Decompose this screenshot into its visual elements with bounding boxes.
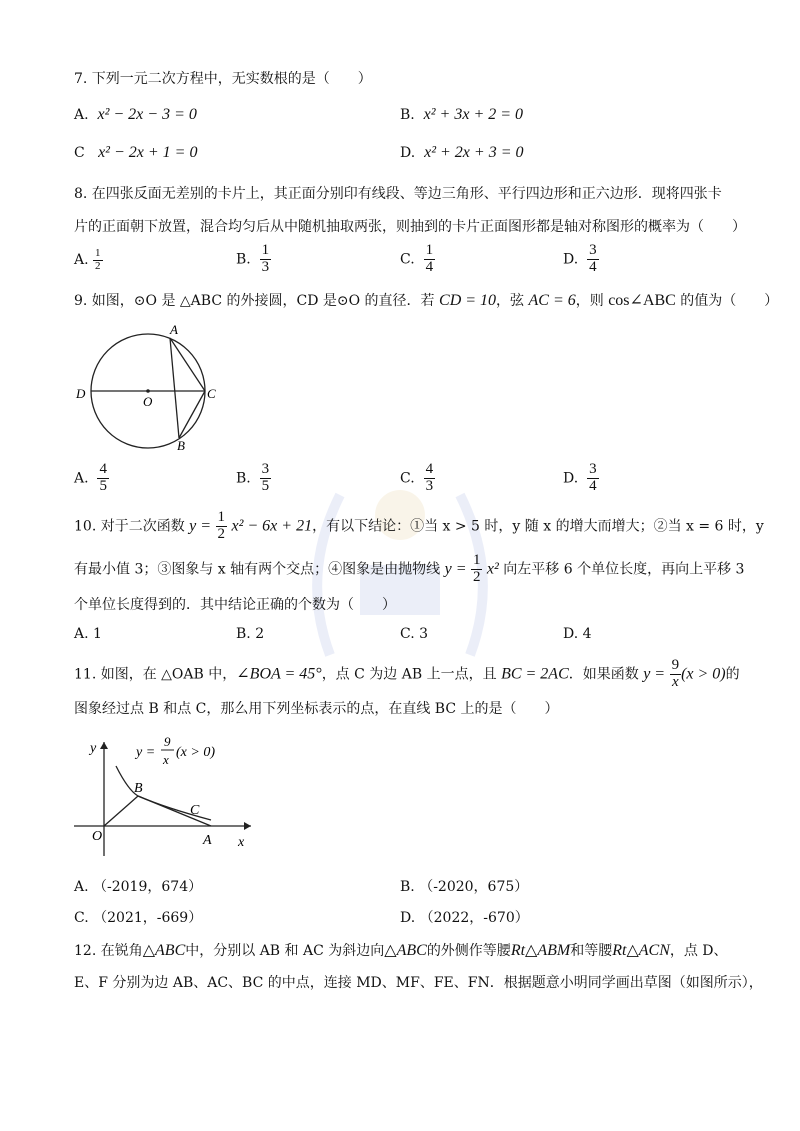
point-b-label: B: [134, 781, 143, 796]
q8-stem-line1: 8. 在四张反面无差别的卡片上，其正面分别印有线段、等边三角形、平行四边形和正六边形．现将四张卡: [74, 186, 722, 202]
q10-option-a: A. 1: [74, 626, 102, 642]
q11-stem-line1: 11. 如图，在 △OAB 中，∠BOA = 45°，点 C 为边 AB 上一点，且 BC = 2AC．如果函数 y = $\frac{9}{x}$ (x > 0)的: [74, 657, 740, 690]
graph-fn-cond: (x > 0): [176, 745, 215, 760]
point-o-label: O: [143, 394, 153, 409]
y-axis-label: y: [90, 741, 97, 756]
q10-option-c: C. 3: [400, 626, 429, 642]
q7-option-c: C x² − 2x + 1 = 0: [74, 144, 198, 161]
point-b-label: B: [177, 438, 185, 453]
q9-circle-figure: [70, 318, 230, 458]
graph-fn-num: 9: [164, 734, 171, 749]
point-c-label: C: [190, 803, 200, 818]
q9-option-a: A. $\frac{4}{5}$: [74, 461, 107, 494]
q7-option-b: B. x² + 3x + 2 = 0: [400, 106, 524, 123]
q7-option-d: D. x² + 2x + 3 = 0: [400, 144, 524, 161]
q10-option-d: D. 4: [563, 626, 592, 642]
q10-stem-line2: 有最小值 3；③图象与 x 轴有两个交点；④图象是由抛物线 y = $\frac{1}{2}$ x² 向左平移 6 个单位长度，再向上平移 3: [74, 552, 745, 585]
q11-option-a: A. （-2019，674）: [74, 879, 203, 895]
q8-option-a: A. $\frac{1}{2}$: [74, 247, 101, 272]
q8-option-c: C. $\frac{1}{4}$: [400, 242, 434, 275]
q11-graph-figure: [66, 728, 266, 858]
graph-fn-den: x: [163, 752, 169, 767]
q11-option-b: B. （-2020，675）: [400, 879, 529, 895]
point-d-label: D: [76, 386, 86, 401]
q10-stem-line1: 10. 对于二次函数 y = $\frac{1}{2}$ x² − 6x + 21，有以下结论：①当 x > 5 时，y 随 x 的增大而增大；②当 x = 6 时，y: [74, 509, 764, 542]
q11-option-d: D. （2022，-670）: [400, 910, 529, 926]
origin-label: O: [92, 829, 103, 844]
x-axis-label: x: [238, 835, 245, 850]
q11-stem-line2: 图象经过点 B 和点 C，那么用下列坐标表示的点，在直线 BC 上的是（ ）: [74, 701, 559, 717]
q12-stem-line1: 12. 在锐角△ABC中，分别以 AB 和 AC 为斜边向△ABC的外侧作等腰Rt△ABM和等腰Rt△ACN，点 D、: [74, 942, 728, 959]
q10-stem-line3: 个单位长度得到的．其中结论正确的个数为（ ）: [74, 597, 396, 613]
q10-option-b: B. 2: [236, 626, 265, 642]
q9-option-c: C. $\frac{4}{3}$: [400, 461, 434, 494]
point-a-label: A: [170, 322, 178, 337]
graph-fn-label: y =: [136, 745, 156, 760]
point-c-label: C: [207, 386, 216, 401]
q9-option-b: B. $\frac{3}{5}$: [236, 461, 270, 494]
q7-option-a: A. x² − 2x − 3 = 0: [74, 106, 197, 123]
q8-stem-line2: 片的正面朝下放置，混合均匀后从中随机抽取两张，则抽到的卡片正面图形都是轴对称图形的概率为（ ）: [74, 219, 746, 235]
q11-option-c: C. （2021，-669）: [74, 910, 203, 926]
q7-stem: 7. 下列一元二次方程中，无实数根的是（ ）: [74, 71, 372, 87]
q8-option-b: B. $\frac{1}{3}$: [236, 242, 270, 275]
q9-stem: 9. 如图，⊙O 是 △ABC 的外接圆，CD 是⊙O 的直径．若 CD = 10，弦 AC = 6，则 cos∠ABC 的值为（ ）: [74, 292, 779, 309]
q12-stem-line2: E、F 分别为边 AB、AC、BC 的中点，连接 MD、MF、FE、FN．根据题意小明同学画出草图（如图所示），: [74, 975, 763, 991]
point-a-label: A: [203, 833, 212, 848]
q8-option-d: D. $\frac{3}{4}$: [563, 242, 597, 275]
q9-option-d: D. $\frac{3}{4}$: [563, 461, 597, 494]
